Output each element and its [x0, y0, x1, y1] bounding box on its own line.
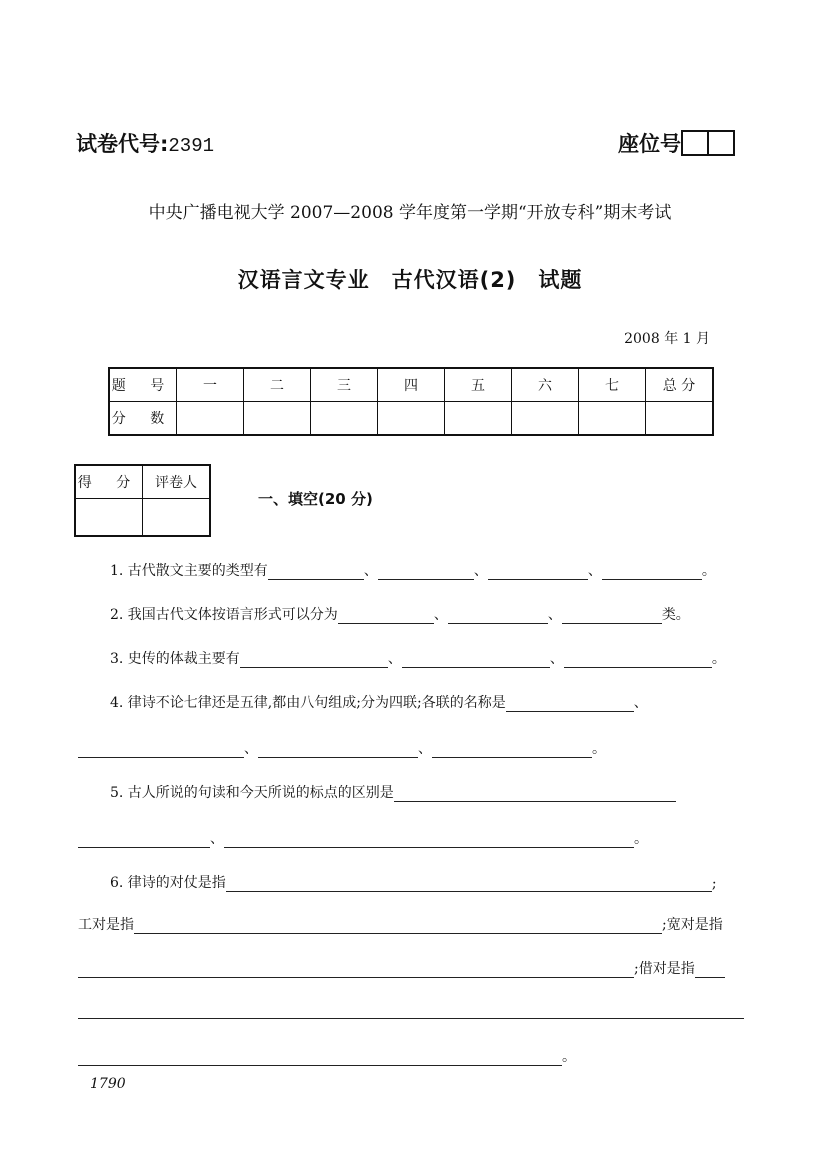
answer-blank[interactable] [240, 653, 388, 668]
question-3 [110, 648, 726, 668]
answer-blank[interactable] [432, 743, 592, 758]
score-cell[interactable] [177, 402, 244, 436]
score-table-score-row [109, 402, 713, 436]
answer-blank[interactable] [448, 609, 548, 624]
score-cell[interactable] [311, 402, 378, 436]
answer-blank[interactable] [78, 743, 244, 758]
punct: 、 [549, 651, 564, 667]
answer-blank[interactable] [78, 1004, 744, 1019]
answer-blank[interactable] [338, 609, 434, 624]
seat-number [618, 128, 735, 158]
question-6-kuandui [78, 958, 725, 978]
question-4 [110, 692, 648, 712]
score-col-header: 二 [244, 368, 311, 402]
exam-title-line: 中央广播电视大学 2007—2008 学年度第一学期“开放专科”期末考试 [148, 203, 672, 223]
score-col-header: 六 [512, 368, 579, 402]
exam-code-value: 2391 [168, 135, 215, 157]
question-text: 工对是指 [78, 917, 134, 933]
punct: 。 [701, 563, 716, 579]
score-col-header: 七 [579, 368, 646, 402]
answer-blank[interactable] [78, 963, 634, 978]
punct: 、 [587, 563, 602, 579]
score-cell[interactable] [378, 402, 445, 436]
subject-title: 汉语言文专业 古代汉语(2) 试题 [237, 268, 583, 292]
exam-code [76, 128, 214, 158]
grader-score-label: 得 分 [75, 465, 143, 499]
score-col-header: 五 [445, 368, 512, 402]
grader-name-cell[interactable] [143, 499, 211, 537]
answer-blank[interactable] [564, 653, 712, 668]
score-col-header: 四 [378, 368, 445, 402]
answer-blank[interactable] [506, 697, 634, 712]
question-4-continued [78, 738, 606, 758]
score-col-header: 三 [311, 368, 378, 402]
question-end: 类。 [661, 607, 690, 623]
seat-number-label: 座位号 [618, 132, 681, 156]
score-cell[interactable] [512, 402, 579, 436]
punct: 、 [473, 563, 488, 579]
question-text: 6. 律诗的对仗是指 [110, 875, 226, 891]
punct: 。 [711, 651, 726, 667]
punct: 。 [592, 741, 606, 757]
question-6-end [78, 1046, 576, 1066]
question-text: 5. 古人所说的句读和今天所说的标点的区别是 [110, 785, 394, 801]
punct: 、 [547, 607, 562, 623]
punct: 、 [433, 607, 448, 623]
question-2 [110, 604, 690, 624]
punct: 、 [210, 831, 224, 847]
answer-blank[interactable] [78, 833, 210, 848]
exam-code-label: 试卷代号: [76, 132, 169, 156]
answer-blank[interactable] [134, 919, 662, 934]
grader-score-cell[interactable] [75, 499, 143, 537]
question-6-jiedui [78, 1004, 744, 1019]
answer-blank[interactable] [268, 565, 364, 580]
question-text: ;借对是指 [634, 961, 695, 977]
score-cell[interactable] [579, 402, 646, 436]
punct: ; [711, 876, 717, 892]
score-col-header: 一 [177, 368, 244, 402]
seat-box[interactable] [707, 130, 735, 156]
punct: 、 [418, 741, 432, 757]
punct: 、 [244, 741, 258, 757]
question-5 [110, 782, 676, 802]
score-cell[interactable] [646, 402, 714, 436]
punct: 、 [387, 651, 402, 667]
answer-blank[interactable] [562, 609, 662, 624]
page-number: 1790 [90, 1076, 126, 1092]
question-5-continued [78, 828, 648, 848]
seat-number-boxes[interactable] [683, 130, 735, 156]
punct: 。 [562, 1049, 576, 1065]
answer-blank[interactable] [78, 1051, 562, 1066]
score-row-label: 分 数 [109, 402, 177, 436]
question-6-gongdui [78, 914, 723, 934]
question-text: ;宽对是指 [662, 917, 723, 933]
score-table-header-row [109, 368, 713, 402]
question-text: 2. 我国古代文体按语言形式可以分为 [110, 607, 338, 623]
score-table [108, 367, 714, 436]
question-6 [110, 872, 717, 892]
section-title: 一、填空(20 分) [258, 490, 373, 508]
question-1 [110, 560, 716, 580]
question-text: 4. 律诗不论七律还是五律,都由八句组成;分为四联;各联的名称是 [110, 695, 506, 711]
question-text: 1. 古代散文主要的类型有 [110, 563, 268, 579]
seat-box[interactable] [681, 130, 709, 156]
score-row-label: 题 号 [109, 368, 177, 402]
answer-blank[interactable] [488, 565, 588, 580]
score-col-header: 总 分 [646, 368, 714, 402]
punct: 、 [363, 563, 378, 579]
score-cell[interactable] [445, 402, 512, 436]
answer-blank[interactable] [602, 565, 702, 580]
answer-blank[interactable] [394, 787, 676, 802]
punct: 、 [633, 695, 648, 711]
answer-blank[interactable] [402, 653, 550, 668]
answer-blank[interactable] [224, 833, 634, 848]
answer-blank[interactable] [258, 743, 418, 758]
answer-blank[interactable] [378, 565, 474, 580]
answer-blank[interactable] [226, 877, 712, 892]
grader-table [74, 464, 211, 537]
question-text: 3. 史传的体裁主要有 [110, 651, 240, 667]
grader-name-label: 评卷人 [143, 465, 211, 499]
answer-blank[interactable] [695, 963, 725, 978]
exam-date: 2008 年 1 月 [624, 331, 710, 347]
score-cell[interactable] [244, 402, 311, 436]
punct: 。 [634, 831, 648, 847]
